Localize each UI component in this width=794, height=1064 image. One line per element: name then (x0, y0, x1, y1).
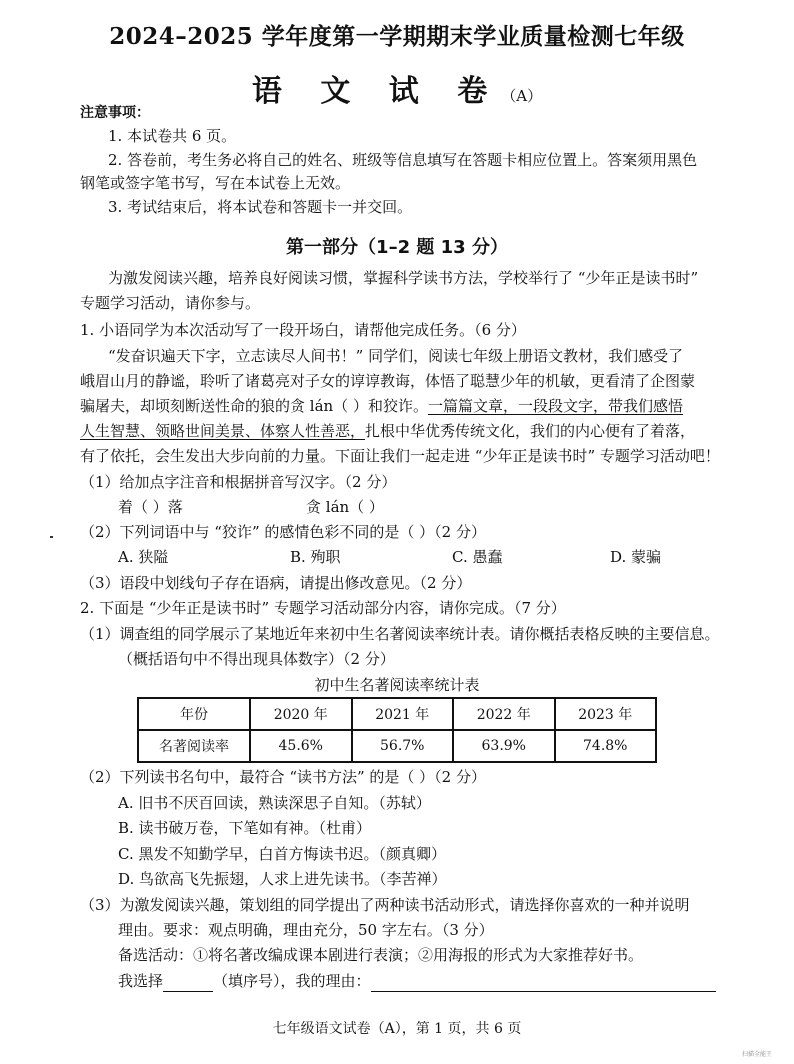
note-1: 1. 本试卷共 6 页。 (108, 127, 237, 145)
intro-line-2: 专题学习活动，请你参与。 (80, 294, 261, 312)
q2-sub2: （2）下列读书名句中，最符合 “读书方法” 的是（ ）（2 分） (80, 768, 486, 786)
q2-sub3c: 备选活动：①将名著改编成课本剧进行表演；②用海报的形式为大家推荐好书。 (118, 946, 644, 964)
table-rate-2021: 56.7% (352, 730, 454, 762)
choice-blank[interactable] (163, 971, 213, 992)
exam-title: 2024–2025 学年度第一学期期末学业质量检测七年级 (109, 23, 685, 50)
notes-heading: 注意事项： (80, 105, 150, 121)
q1-option-b: B. 殉职 (290, 548, 341, 566)
q2-sub1a: （1）调查组的同学展示了某地近年来初中生名著阅读率统计表。请你概括表格反映的主要信息。 (80, 625, 720, 643)
q1-sub2: （2）下列词语中与 “狡诈” 的感情色彩不同的是（ ）（2 分） (80, 523, 486, 541)
note-2b: 钢笔或签字笔书写，写在本试卷上无效。 (80, 174, 351, 192)
note-3: 3. 考试结束后，将本试卷和答题卡一并交回。 (108, 198, 413, 216)
q2-option-b: B. 读书破万卷，下笔如有神。（杜甫） (118, 819, 372, 837)
reason-blank[interactable] (371, 971, 716, 992)
q1-passage-3a: 骗屠夫，却顷刻断送性命的狼的贪 lán（ ）和狡诈。 (80, 397, 428, 415)
table-title: 初中生名著阅读率统计表 (314, 676, 480, 694)
margin-mark (50, 536, 53, 538)
paper-version: （A） (501, 87, 543, 105)
q2-reason-label: （填序号），我的理由： (213, 972, 371, 990)
table-year-2023: 2023 年 (555, 698, 657, 730)
q1-option-a: A. 狭隘 (118, 548, 169, 566)
section-heading: 第一部分（1–2 题 13 分） (286, 237, 508, 258)
table-year-2020: 2020 年 (250, 698, 352, 730)
q1-stem: 1. 小语同学为本次活动写了一段开场白，请帮他完成任务。（6 分） (80, 321, 526, 339)
q1-passage-4b: 扎根中华优秀传统文化，我们的内心便有了着落， (365, 422, 696, 440)
q2-sub3a: （3）为激发阅读兴趣，策划组的同学提出了两种读书活动形式，请选择你喜欢的一种并说明 (80, 896, 690, 914)
q1-sub1-item-a: 着（ ）落 (118, 498, 183, 516)
q1-passage-5: 有了依托，会生发出大步向前的力量。下面让我们一起走进 “少年正是读书时” 专题学习活动吧！ (80, 447, 720, 465)
q1-option-d: D. 蒙骗 (610, 548, 662, 566)
q2-option-a: A. 旧书不厌百回读，熟读深思子自知。（苏轼） (118, 794, 431, 812)
intro-line-1: 为激发阅读兴趣，培养良好阅读习惯，掌握科学读书方法，学校举行了 “少年正是读书时” (108, 269, 699, 287)
subject-title: 语 文 试 卷 (251, 74, 502, 109)
table-row (138, 730, 656, 762)
q2-sub3b: 理由。要求：观点明确，理由充分，50 字左右。（3 分） (118, 921, 494, 939)
q1-underlined-sentence-a: 一篇篇文章，一段段文字，带我们感悟 (427, 397, 683, 415)
q1-underlined-sentence-b: 人生智慧、领略世间美景、体察人性善恶， (80, 422, 366, 440)
table-row (138, 698, 656, 730)
scanner-watermark: 扫描全能王 (741, 1051, 772, 1058)
table-rate-2023: 74.8% (555, 730, 657, 762)
q2-choice-line (118, 971, 716, 992)
q1-option-c: C. 愚蠢 (452, 548, 503, 566)
q1-passage-3 (80, 396, 683, 416)
table-header-label: 年份 (138, 698, 250, 730)
q2-choose-label: 我选择 (118, 972, 164, 990)
q2-sub1b: （概括语句中不得出现具体数字）（2 分） (118, 650, 395, 668)
q1-passage-2: 峨眉山月的静谧，聆听了诸葛亮对子女的谆谆教诲，体悟了聪慧少年的机敏，更看清了企图蒙 (80, 372, 696, 390)
q2-option-c: C. 黑发不知勤学早，白首方悔读书迟。（颜真卿） (118, 845, 446, 863)
reading-rate-table (137, 697, 657, 763)
table-row-label: 名著阅读率 (138, 730, 250, 762)
q1-sub1: （1）给加点字注音和根据拼音写汉字。（2 分） (80, 473, 397, 491)
note-2a: 2. 答卷前，考生务必将自己的姓名、班级等信息填写在答题卡相应位置上。答案须用黑色 (108, 151, 698, 169)
table-year-2022: 2022 年 (453, 698, 555, 730)
table-rate-2022: 63.9% (453, 730, 555, 762)
q1-sub1-item-b: 贪 lán（ ） (306, 498, 384, 516)
q1-sub3: （3）语段中划线句子存在语病，请提出修改意见。（2 分） (80, 574, 472, 592)
q1-passage-4 (80, 421, 695, 441)
q2-option-d: D. 鸟欲高飞先振翅，人求上进先读书。（李苦禅） (118, 870, 447, 888)
table-year-2021: 2021 年 (352, 698, 454, 730)
page-footer: 七年级语文试卷（A），第 1 页，共 6 页 (272, 1021, 522, 1037)
q2-stem: 2. 下面是 “少年正是读书时” 专题学习活动部分内容，请你完成。（7 分） (80, 599, 566, 617)
table-rate-2020: 45.6% (250, 730, 352, 762)
q1-passage-1: “发奋识遍天下字，立志读尽人间书！” 同学们，阅读七年级上册语文教材，我们感受了 (108, 347, 684, 365)
